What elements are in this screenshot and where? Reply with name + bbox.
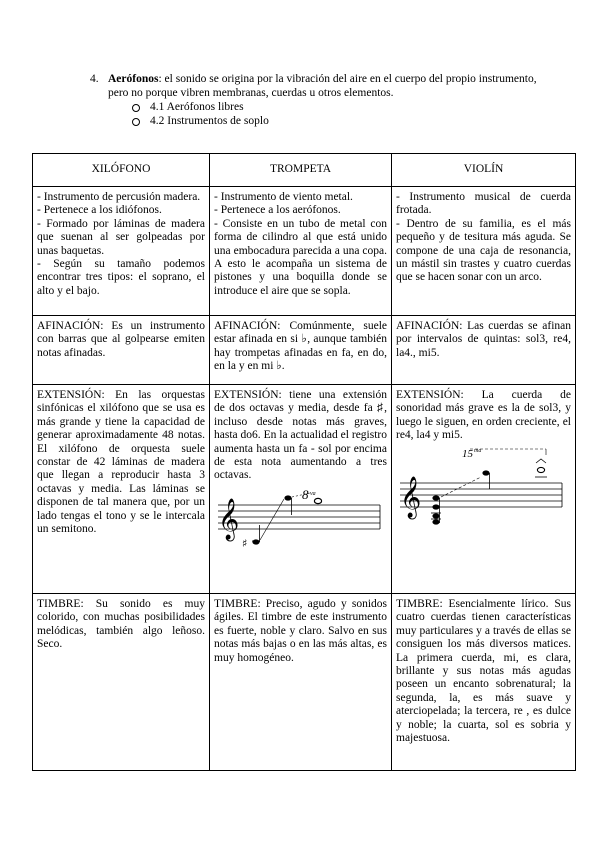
trompeta-afinacion: AFINACIÓN: Comúnmente, suele estar afinada en si ♭, aunque también hay trompetas afinadas en fa, en do, en la y en mi ♭. <box>210 316 392 385</box>
afinacion-row <box>33 316 576 385</box>
low-note <box>252 539 259 544</box>
intro-section <box>90 72 540 128</box>
extension-text: EXTENSIÓN: tiene una extensión de dos octavas y media, desde fa ♯, incluso desde notas más graves, hasta do6. En la actualidad el registro aumenta hasta un fa - sol por encima de esta nota aumentando a tres octavas. <box>214 389 387 482</box>
list-number: 4. <box>90 73 99 85</box>
string-note <box>432 495 439 500</box>
octave-mark-sup: ma <box>474 447 482 454</box>
violin-description <box>392 187 576 316</box>
extension-row <box>33 385 576 594</box>
trompeta-timbre: TIMBRE: Preciso, agudo y sonidos ágiles. El timbre de este instrumento es fuerte, noble y claro. Salvo en sus notas más bajas o en las más altas, es muy homogéneo. <box>210 594 392 771</box>
intro-term: Aerófonos <box>108 73 159 85</box>
description-line: - Instrumento musical de cuerda frotada. <box>396 191 571 217</box>
trompeta-description <box>210 187 392 316</box>
header-trompeta: TROMPETA <box>210 154 392 187</box>
sharp-icon: ♯ <box>242 536 248 549</box>
xilofono-description <box>33 187 210 316</box>
string-note <box>432 504 439 509</box>
trumpet-range-staff <box>214 487 384 549</box>
top-note <box>314 498 321 503</box>
xilofono-afinacion: AFINACIÓN: Es un instrumento con barras que al golpearse emiten notas afinadas. <box>33 316 210 385</box>
violin-range-staff <box>396 447 566 537</box>
header-xilofono: XILÓFONO <box>33 154 210 187</box>
treble-clef-icon: 𝄞 <box>400 476 422 518</box>
violin-timbre: TIMBRE: Esencialmente lírico. Sus cuatro cuerdas tienen características muy particulares y a través de ellas se consiguen los más diversos matices. La primera cuerda, mi, es clara, brillante y sus notas más agudas poseen un encanto sobrenatural; la segunda, la, es más suave y aterciopelada; la tercera, re , es dulce y noble; la cuarta, sol es sobria y majestuosa. <box>392 594 576 771</box>
instruments-table <box>32 153 576 771</box>
octave-mark: 8 <box>302 486 309 502</box>
xilofono-timbre: TIMBRE: Su sonido es muy colorido, con muchas posibilidades melódicas, también algo leñoso. Seco. <box>33 594 210 771</box>
octave-mark: 15 <box>462 447 473 460</box>
xilofono-extension <box>33 385 210 594</box>
description-line: - Instrumento de viento metal. <box>214 191 353 203</box>
sub-list-item: 4.1 Aerófonos libres <box>128 100 540 114</box>
header-row <box>33 154 576 187</box>
header-violin: VIOLÍN <box>392 154 576 187</box>
timbre-row <box>33 594 576 771</box>
extension-text: EXTENSIÓN: En las orquestas sinfónicas el xilófono que se usa es más grande y tiene la capacidad de generar aproximadamente 48 notas. El xilófono de orquesta suele constar de 42 láminas de madera que llegan a reproducir hasta 3 octavas y media. Las láminas se disponen de tal manera que, por un lado tengas el tono y se le intercala un semitono. <box>37 389 205 536</box>
octave-mark-sup: va <box>310 490 316 497</box>
string-note <box>432 513 439 518</box>
description-line: - Consiste en un tubo de metal con forma de cilindro al que está unido una embocadura parecida a una copa. A esto le acompaña un sistema de pistones y una boquilla donde se introduce el aire que se sopla. <box>214 217 387 297</box>
high-note <box>482 470 489 475</box>
description-line: - Dentro de su familia, es el más pequeño y de tesitura más aguda. Se compone de una caja de resonancia, un mástil sin trastes y cuatro cuerdas que se hacen sonar con un arco. <box>396 217 571 284</box>
violin-extension <box>392 385 576 594</box>
sub-list-item: 4.2 Instrumentos de soplo <box>128 114 540 128</box>
description-line: - Según su tamaño podemos encontrar tres tipos: el soprano, el alto y el bajo. <box>37 258 205 297</box>
description-line: - Pertenece a los aerófonos. <box>214 204 341 217</box>
intro-text: : el sonido se origina por la vibración del aire en el cuerpo del propio instrumento, pero no porque vibren membranas, cuerdas u otros elementos. <box>108 73 537 99</box>
treble-clef-icon: 𝄞 <box>218 498 240 540</box>
violin-afinacion: AFINACIÓN: Las cuerdas se afinan por intervalos de quintas: sol3, re4, la4., mi5. <box>392 316 576 385</box>
description-line: - Instrumento de percusión madera. <box>37 191 201 203</box>
trompeta-extension <box>210 385 392 594</box>
top-note <box>537 467 544 472</box>
high-note <box>284 495 291 500</box>
sub-list <box>90 100 540 128</box>
string-note <box>432 519 439 524</box>
extension-text: EXTENSIÓN: La cuerda de sonoridad más grave es la de sol3, y luego le siguen, en orden creciente, el re4, la4 y mi5. <box>396 389 571 442</box>
description-row <box>33 187 576 316</box>
description-line: - Pertenece a los idiófonos. <box>37 204 162 217</box>
intro-paragraph <box>108 72 540 100</box>
description-line: - Formado por láminas de madera que suenan al ser golpeadas por unas baquetas. <box>37 217 205 257</box>
